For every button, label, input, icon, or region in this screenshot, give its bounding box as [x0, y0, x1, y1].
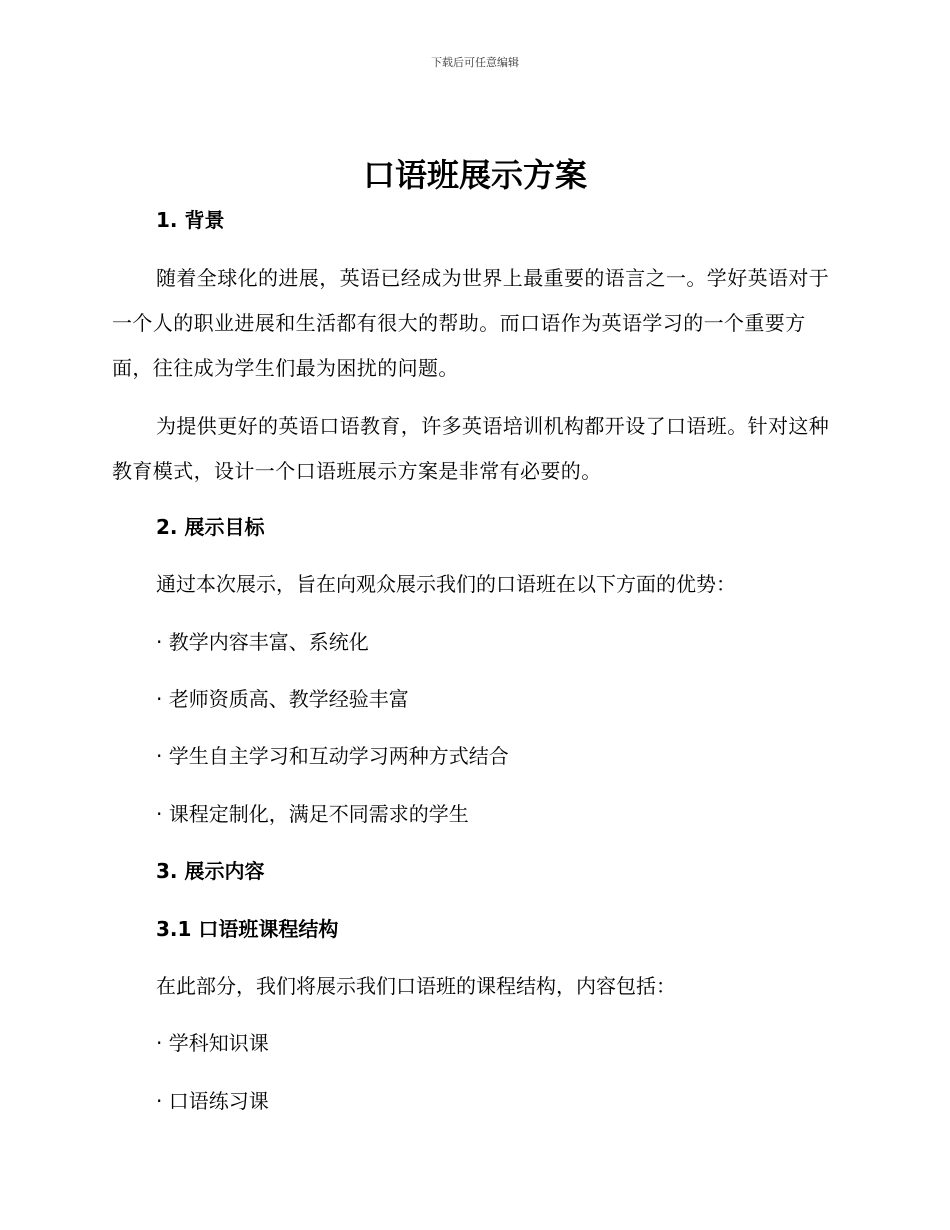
section-heading-content: 3. 展示内容 [156, 859, 265, 883]
list-item: · 口语练习课 [156, 1089, 269, 1113]
background-paragraph-1: 随着全球化的进展，英语已经成为世界上最重要的语言之一。学好英语对于一个人的职业进展和生活都有很大的帮助。而口语作为英语学习的一个重要方面，往往成为学生们最为困扰的问题。 [112, 266, 830, 380]
course-structure-intro: 在此部分，我们将展示我们口语班的课程结构，内容包括： [156, 974, 676, 998]
page-header-note: 下载后可任意编辑 [431, 56, 519, 69]
list-item: · 学科知识课 [156, 1031, 269, 1055]
goals-intro: 通过本次展示，旨在向观众展示我们的口语班在以下方面的优势： [156, 572, 736, 596]
list-item: · 教学内容丰富、系统化 [156, 630, 369, 654]
list-item: · 课程定制化，满足不同需求的学生 [156, 802, 469, 826]
list-item: · 老师资质高、教学经验丰富 [156, 687, 409, 711]
document-title: 口语班展示方案 [362, 156, 587, 194]
subsection-heading-course-structure: 3.1 口语班课程结构 [156, 917, 339, 941]
list-item: · 学生自主学习和互动学习两种方式结合 [156, 744, 509, 768]
background-paragraph-2: 为提供更好的英语口语教育，许多英语培训机构都开设了口语班。针对这种教育模式，设计一个口语班展示方案是非常有必要的。 [112, 414, 830, 483]
section-heading-goals: 2. 展示目标 [156, 515, 265, 539]
section-heading-background: 1. 背景 [156, 208, 225, 232]
